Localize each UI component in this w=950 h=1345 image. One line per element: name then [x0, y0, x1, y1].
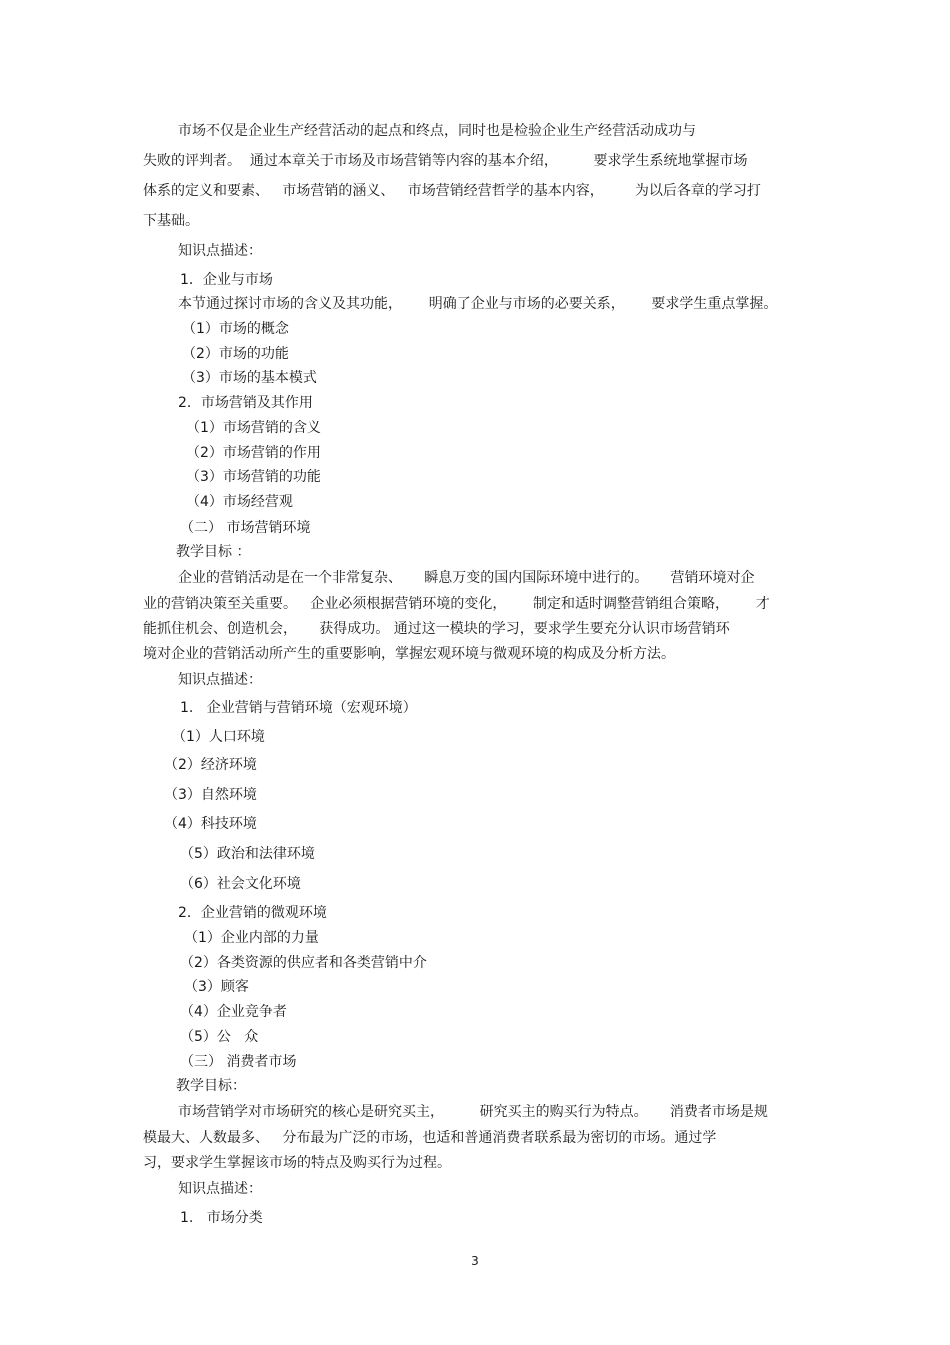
list-item: （1）企业内部的力量: [184, 930, 319, 946]
list-item: （3）顾客: [184, 979, 249, 995]
list-item: （5）公 众: [180, 1029, 259, 1045]
list-item: （4）企业竞争者: [180, 1004, 287, 1020]
list-item: （6）社会文化环境: [180, 876, 301, 892]
list-item: 2．企业营销的微观环境: [178, 905, 327, 921]
list-item: （2）市场营销的作用: [186, 445, 321, 461]
list-item: （4）科技环境: [164, 816, 257, 832]
intro-line-3: 体系的定义和要素、 市场营销的涵义、 市场营销经营哲学的基本内容， 为以后各章的学习打: [143, 183, 761, 199]
paragraph-line: 境对企业的营销活动所产生的重要影响，掌握宏观环境与微观环境的构成及分析方法。: [143, 646, 675, 662]
list-item: （1）人口环境: [172, 729, 265, 745]
list-item: （3）市场的基本模式: [182, 370, 317, 386]
paragraph-line: 模最大、人数最多、 分布最为广泛的市场，也适和普通消费者联系最为密切的市场。通过学: [143, 1130, 717, 1146]
list-item: 1．企业与市场: [180, 272, 273, 288]
list-item: （5）政治和法律环境: [180, 846, 315, 862]
list-item: 2．市场营销及其作用: [178, 395, 313, 411]
list-item: （2）市场的功能: [182, 346, 289, 362]
teaching-goal-label: 教学目标 ：: [176, 544, 251, 560]
intro-line-2: 失败的评判者。 通过本章关于市场及市场营销等内容的基本介绍， 要求学生系统地掌握市场: [143, 153, 748, 169]
section-description: 本节通过探讨市场的含义及其功能， 明确了企业与市场的必要关系， 要求学生重点掌握。: [178, 296, 778, 312]
paragraph-line: 能抓住机会、创造机会， 获得成功。 通过这一模块的学习，要求学生要充分认识市场营销环: [143, 621, 730, 637]
paragraph-line: 习，要求学生掌握该市场的特点及购买行为过程。: [143, 1155, 451, 1171]
knowledge-heading-3: 知识点描述：: [178, 1181, 262, 1197]
intro-line-4: 下基础。: [143, 213, 199, 229]
knowledge-heading-2: 知识点描述：: [178, 672, 262, 688]
list-item: （1）市场的概念: [182, 321, 289, 337]
list-item: （2）经济环境: [164, 757, 257, 773]
list-item: （1）市场营销的含义: [186, 420, 321, 436]
list-item: 1. 市场分类: [180, 1210, 263, 1226]
list-item: （4）市场经营观: [186, 494, 293, 510]
list-item: 1. 企业营销与营销环境（宏观环境）: [180, 700, 417, 716]
page-number: 3: [471, 1254, 479, 1268]
list-item: （3）自然环境: [164, 787, 257, 803]
paragraph-line: 企业的营销活动是在一个非常复杂、 瞬息万变的国内国际环境中进行的。 营销环境对企: [178, 570, 755, 586]
section-heading: （三） 消费者市场: [180, 1054, 297, 1070]
list-item: （3）市场营销的功能: [186, 469, 321, 485]
knowledge-heading-1: 知识点描述：: [178, 243, 262, 259]
teaching-goal-label: 教学目标：: [176, 1078, 246, 1094]
paragraph-line: 市场营销学对市场研究的核心是研究买主， 研究买主的购买行为特点。 消费者市场是规: [178, 1104, 768, 1120]
section-heading: （二） 市场营销环境: [180, 520, 311, 536]
paragraph-line: 业的营销决策至关重要。 企业必须根据营销环境的变化， 制定和适时调整营销组合策略， 才: [143, 596, 770, 612]
list-item: （2）各类资源的供应者和各类营销中介: [180, 955, 427, 971]
intro-line-1: 市场不仅是企业生产经营活动的起点和终点，同时也是检验企业生产经营活动成功与: [178, 123, 696, 139]
